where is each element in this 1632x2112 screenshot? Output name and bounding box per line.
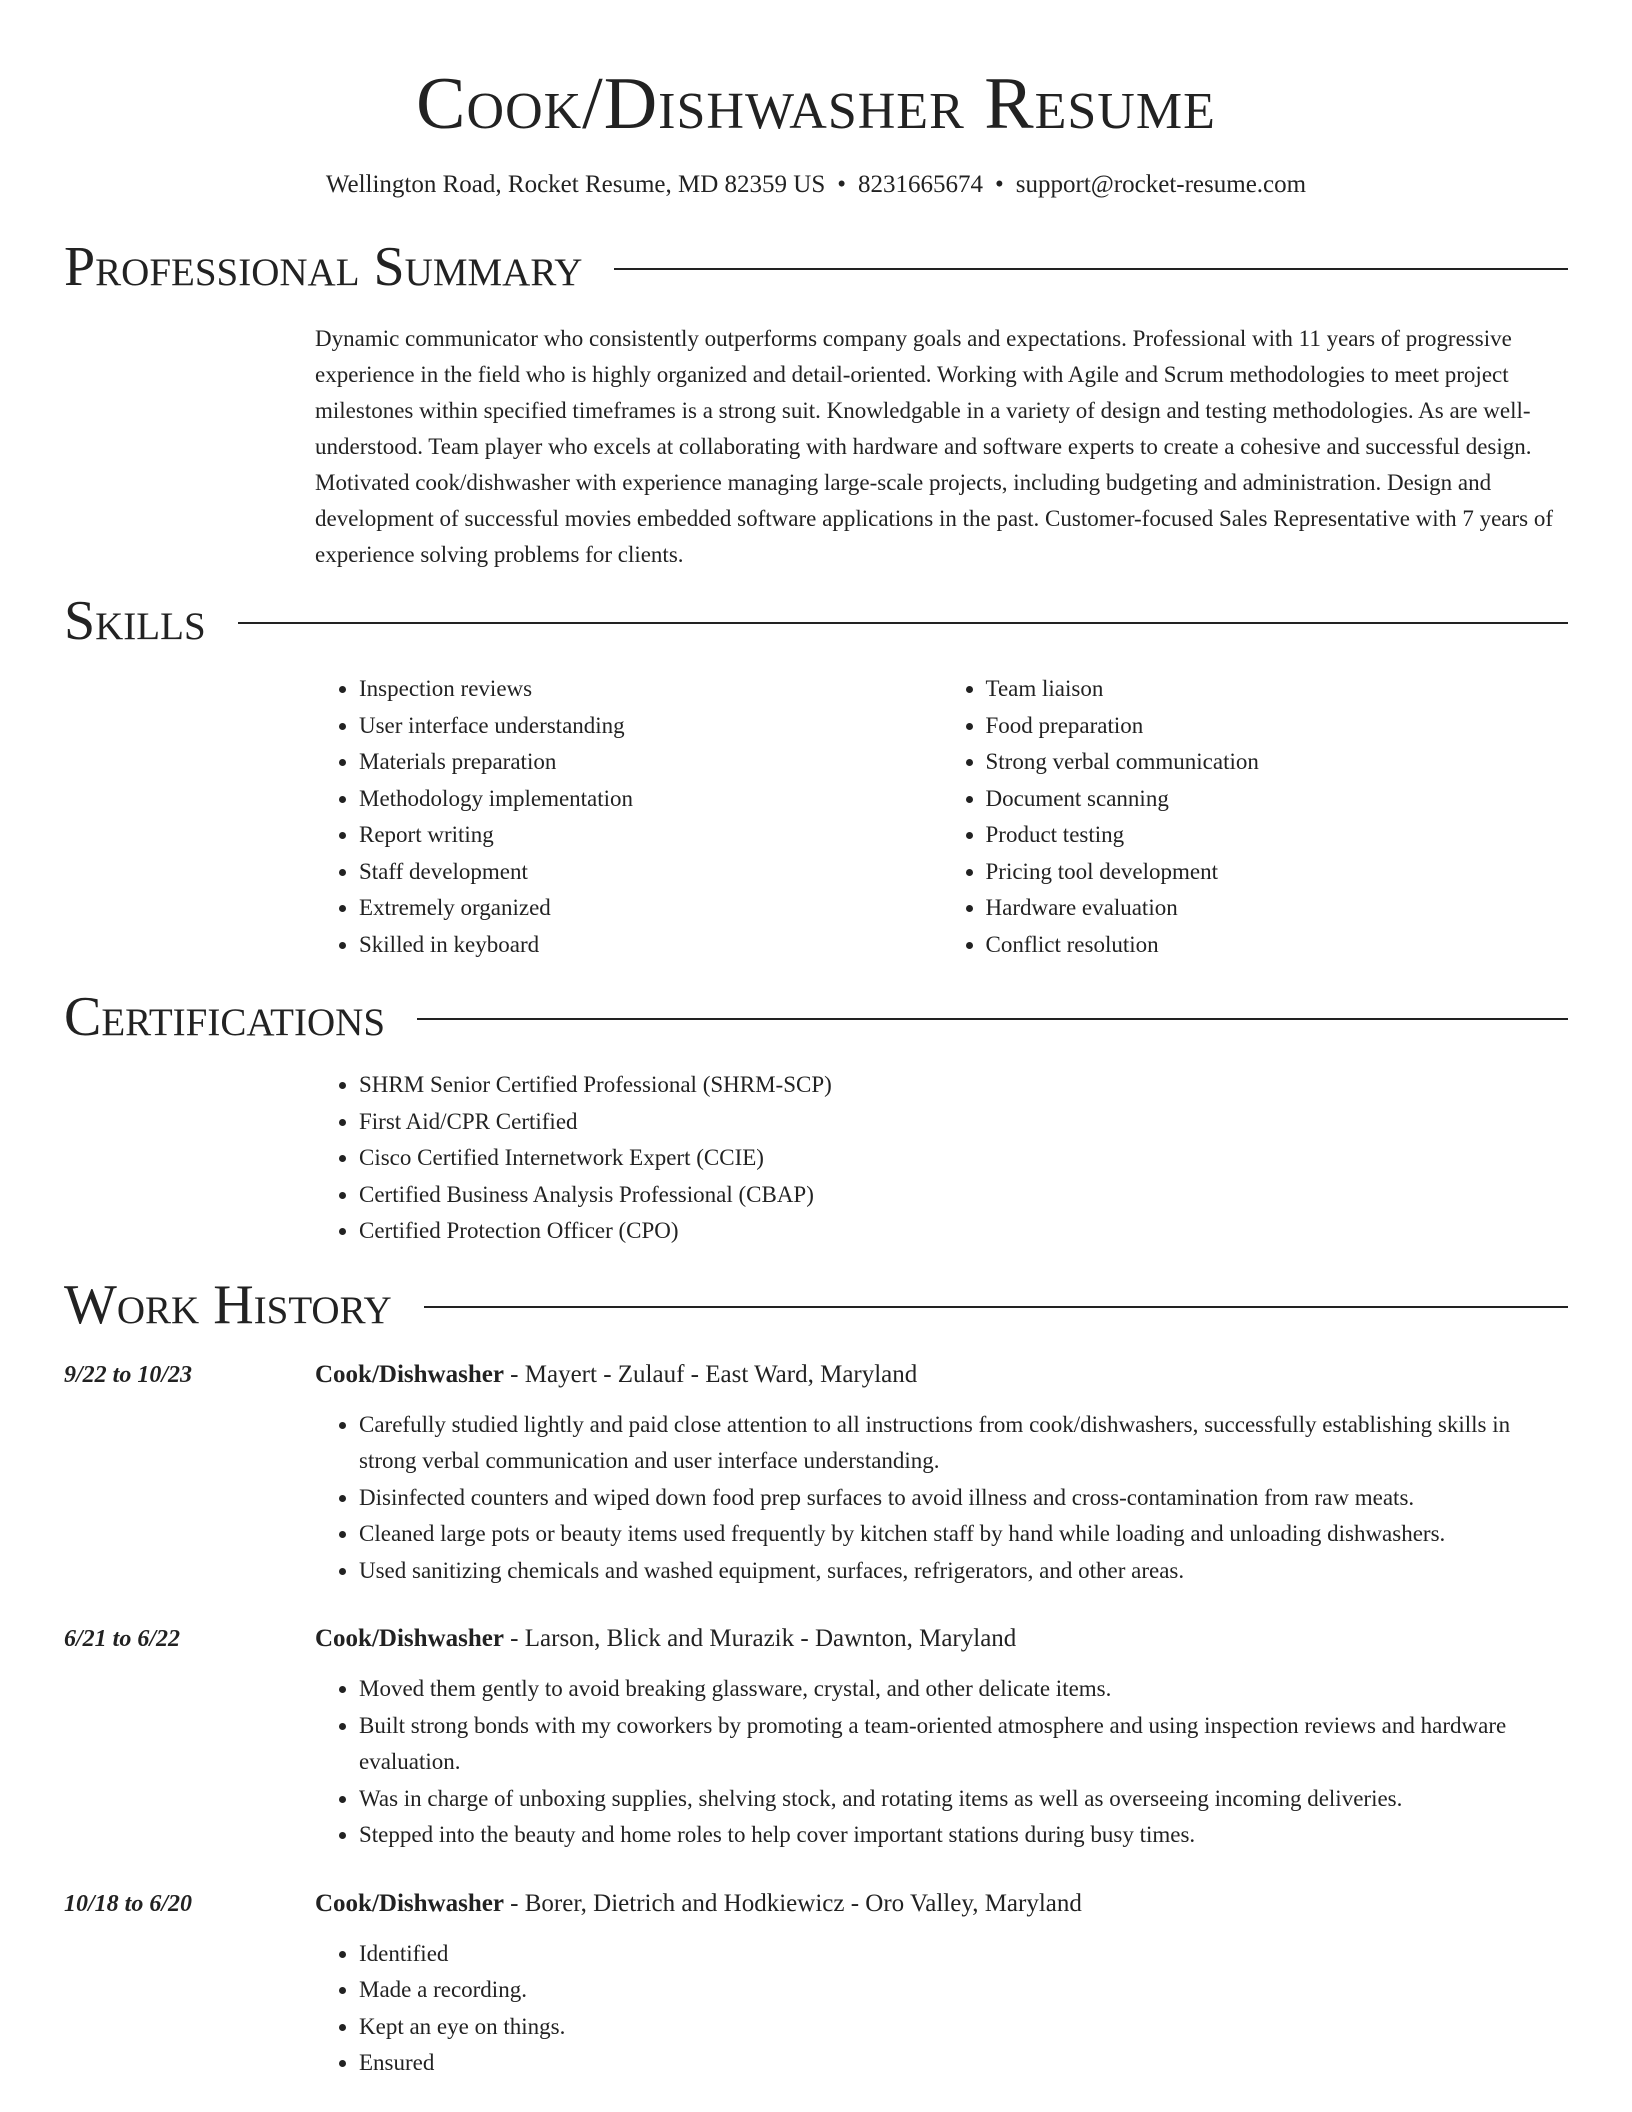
job-role: Cook/Dishwasher [315, 1360, 504, 1388]
section-header-summary [64, 237, 1568, 297]
job-bullet: • Cleaned large pots or beauty items used frequently by kitchen staff by hand while loading and unloading dishwashers. [359, 1516, 1568, 1553]
job-bullet: • Built strong bonds with my coworkers by promoting a team-oriented atmosphere and using inspection reviews and hardware evaluation. [359, 1708, 1568, 1781]
job-dates: 9/22 to 10/23 [64, 1361, 193, 1388]
section-title-certifications: Certifications [64, 986, 386, 1048]
job-bullets [315, 1671, 1568, 1854]
contact-separator: • [837, 171, 847, 198]
skills-list-right [942, 671, 1569, 963]
section-divider [614, 268, 1568, 270]
section-divider [238, 622, 1568, 624]
section-divider [417, 1018, 1568, 1020]
certification-item: • First Aid/CPR Certified [359, 1104, 1568, 1141]
skill-item: • Team liaison [986, 671, 1569, 708]
contact-phone: 8231665674 [858, 171, 984, 198]
section-header-skills [64, 591, 1568, 651]
job-details: - Mayert - Zulauf - East Ward, Maryland [503, 1360, 918, 1388]
contact-address: Wellington Road, Rocket Resume, MD 82359 US [325, 171, 826, 198]
skill-item: • Hardware evaluation [986, 890, 1569, 927]
job-details: - Borer, Dietrich and Hodkiewicz - Oro Valley, Maryland [503, 1889, 1082, 1917]
job-entry [64, 1357, 1568, 1590]
job-title [315, 1621, 1568, 1657]
job-bullet: • Identified [359, 1936, 1568, 1973]
certification-item: • Certified Protection Officer (CPO) [359, 1213, 1568, 1250]
section-title-summary: Professional Summary [64, 236, 583, 298]
job-bullet: • Made a recording. [359, 1972, 1568, 2009]
certifications-list [315, 1067, 1568, 1250]
job-bullet: • Carefully studied lightly and paid close attention to all instructions from cook/dishwashers, successfully establishing skills in strong verbal communication and user interface understanding. [359, 1407, 1568, 1480]
skill-item: • Conflict resolution [986, 927, 1569, 964]
resume-page [64, 0, 1568, 2082]
contact-separator: • [995, 171, 1004, 198]
skills-section [315, 671, 1568, 963]
skill-item: • Document scanning [986, 781, 1569, 818]
job-title [315, 1886, 1568, 1922]
contact-line [64, 170, 1568, 200]
section-header-work-history [64, 1275, 1568, 1335]
section-title-skills: Skills [64, 590, 206, 652]
skill-item: • Report writing [359, 817, 942, 854]
certification-item: • Certified Business Analysis Professional (CBAP) [359, 1177, 1568, 1214]
job-title [315, 1357, 1568, 1393]
job-bullets [315, 1407, 1568, 1590]
job-body [315, 1621, 1568, 1854]
job-bullet: • Moved them gently to avoid breaking glassware, crystal, and other delicate items. [359, 1671, 1568, 1708]
certifications-section [315, 1067, 1568, 1250]
job-body [315, 1357, 1568, 1590]
job-role: Cook/Dishwasher [315, 1625, 504, 1652]
skill-item: • Methodology implementation [359, 781, 942, 818]
job-entry [64, 1621, 1568, 1854]
job-bullet: • Disinfected counters and wiped down food prep surfaces to avoid illness and cross-contamination from raw meats. [359, 1480, 1568, 1517]
resume-title: Cook/Dishwasher Resume [416, 63, 1216, 145]
skill-item: • Strong verbal communication [986, 744, 1569, 781]
job-bullets [315, 1936, 1568, 2082]
skill-item: • Staff development [359, 854, 942, 891]
summary-section [315, 321, 1568, 573]
skill-item: • Skilled in keyboard [359, 927, 942, 964]
job-bullet: • Ensured [359, 2045, 1568, 2082]
job-bullet: • Kept an eye on things. [359, 2009, 1568, 2046]
skill-item: • User interface understanding [359, 708, 942, 745]
skill-item: • Inspection reviews [359, 671, 942, 708]
skill-item: • Pricing tool development [986, 854, 1569, 891]
job-dates: 6/21 to 6/22 [64, 1626, 181, 1652]
section-divider [424, 1306, 1568, 1308]
section-header-certifications [64, 987, 1568, 1047]
section-title-work-history: Work History [64, 1273, 392, 1336]
certification-item: • SHRM Senior Certified Professional (SHRM-SCP) [359, 1067, 1568, 1104]
job-role: Cook/Dishwasher [315, 1889, 504, 1917]
job-entry [64, 1886, 1568, 2082]
summary-text: Dynamic communicator who consistently outperforms company goals and expectations. Professional with 11 years of progressive experience in the field who is highly organized and detail-oriented. Working with Agile and Scrum methodologies to meet project milestones within specified timeframes is a strong suit. Knowledgable in a variety of design and testing methodologies. As are well-understood. Team player who excels at collaborating with hardware and software experts to create a cohesive and successful design. Motivated cook/dishwasher with experience managing large-scale projects, including budgeting and administration. Design and development of successful movies embedded software applications in the past. Customer-focused Sales Representative with 7 years of experience solving problems for clients. [315, 326, 1554, 567]
skill-item: • Extremely organized [359, 890, 942, 927]
skill-item: • Materials preparation [359, 744, 942, 781]
job-bullet: • Stepped into the beauty and home roles to help cover important stations during busy times. [359, 1817, 1568, 1854]
certification-item: • Cisco Certified Internetwork Expert (CCIE) [359, 1140, 1568, 1177]
job-details: - Larson, Blick and Murazik - Dawnton, Maryland [503, 1625, 1017, 1652]
skills-list-left [315, 671, 942, 963]
job-body [315, 1886, 1568, 2082]
skill-item: • Food preparation [986, 708, 1569, 745]
job-bullet: • Was in charge of unboxing supplies, shelving stock, and rotating items as well as overseeing incoming deliveries. [359, 1781, 1568, 1818]
skill-item: • Product testing [986, 817, 1569, 854]
job-bullet: • Used sanitizing chemicals and washed equipment, surfaces, refrigerators, and other areas. [359, 1553, 1568, 1590]
job-dates: 10/18 to 6/20 [64, 1890, 193, 1917]
contact-email: support@rocket-resume.com [1015, 171, 1307, 198]
